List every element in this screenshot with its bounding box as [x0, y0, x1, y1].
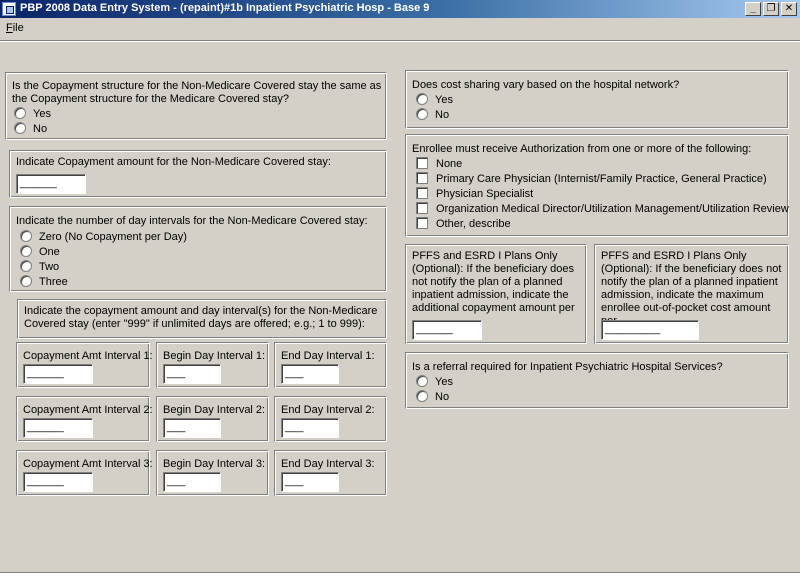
copay-interval-2-group — [16, 396, 153, 442]
end-interval-2-input[interactable]: ___ — [281, 418, 339, 438]
window-title: PBP 2008 Data Entry System - (repaint)#1b Inpatient Psychiatric Hosp - Base 9 — [20, 2, 430, 14]
interval-instructions-group — [17, 299, 387, 339]
menu-file[interactable]: File — [6, 22, 24, 34]
copay-interval-2-label: Copayment Amt Interval 2: — [23, 404, 153, 416]
day-intervals-two[interactable]: Two — [20, 261, 59, 275]
begin-interval-2-input[interactable]: ___ — [163, 418, 221, 438]
auth-pcp-checkbox[interactable]: Primary Care Physician (Internist/Family Practice, General Practice) — [416, 173, 767, 187]
day-intervals-zero[interactable]: Zero (No Copayment per Day) — [20, 231, 187, 245]
radio-icon[interactable] — [20, 275, 32, 287]
begin-interval-3-input[interactable]: ___ — [163, 472, 221, 492]
copay-interval-1-label: Copayment Amt Interval 1: — [23, 350, 153, 362]
radio-icon[interactable] — [416, 390, 428, 402]
copay-interval-3-label: Copayment Amt Interval 3: — [23, 458, 153, 470]
cost-sharing-question: Does cost sharing vary based on the hospital network? — [412, 79, 680, 91]
copay-interval-3-input[interactable]: ______ — [23, 472, 93, 492]
end-interval-1-label: End Day Interval 1: — [281, 350, 375, 362]
day-intervals-one[interactable]: One — [20, 246, 60, 260]
referral-question: Is a referral required for Inpatient Psychiatric Hospital Services? — [412, 361, 723, 373]
restore-button[interactable]: ❐ — [763, 2, 779, 16]
copay-interval-1-input[interactable]: ______ — [23, 364, 93, 384]
checkbox-icon[interactable] — [416, 187, 428, 199]
radio-icon[interactable] — [20, 230, 32, 242]
checkbox-icon[interactable] — [416, 172, 428, 184]
begin-interval-2-label: Begin Day Interval 2: — [163, 404, 266, 416]
begin-interval-3-label: Begin Day Interval 3: — [163, 458, 266, 470]
cost-sharing-yes[interactable]: Yes — [416, 94, 453, 108]
checkbox-icon[interactable] — [416, 157, 428, 169]
same-structure-group — [5, 72, 387, 140]
begin-interval-1-input[interactable]: ___ — [163, 364, 221, 384]
copay-interval-3-group — [16, 450, 153, 496]
pffs-copay-input[interactable]: ______ — [412, 320, 482, 340]
menu-separator — [0, 40, 800, 42]
radio-icon[interactable] — [20, 245, 32, 257]
pffs-oop-text: PFFS and ESRD I Plans Only (Optional): If the beneficiary does not notify the plan of a planned inpatient admission, indicate the maximum enrollee out-of-pocket cost amount — [601, 250, 782, 314]
checkbox-icon[interactable] — [416, 202, 428, 214]
copay-amount-group — [9, 150, 387, 198]
copay-amount-question: Indicate Copayment amount for the Non-Medicare Covered stay: — [16, 156, 331, 168]
cost-sharing-group — [405, 70, 789, 129]
authorization-question: Enrollee must receive Authorization from one or more of the following: — [412, 143, 752, 155]
end-interval-1-group — [274, 342, 387, 388]
radio-icon[interactable] — [14, 122, 26, 134]
referral-yes[interactable]: Yes — [416, 376, 453, 390]
authorization-group — [405, 134, 789, 237]
radio-icon[interactable] — [416, 375, 428, 387]
pffs-copay-text: PFFS and ESRD I Plans Only (Optional): If the beneficiary does not notify the plan of a planned inpatient admission, indicate the additional copayment amount per — [412, 250, 575, 314]
app-icon[interactable] — [2, 2, 16, 16]
bottom-border — [0, 572, 800, 576]
end-interval-2-group — [274, 396, 387, 442]
auth-other-checkbox[interactable]: Other, describe — [416, 218, 511, 232]
begin-interval-2-group — [156, 396, 269, 442]
close-button[interactable]: ✕ — [781, 2, 797, 16]
day-intervals-three[interactable]: Three — [20, 276, 68, 290]
minimize-button[interactable]: _ — [745, 2, 761, 16]
pffs-oop-input[interactable]: _________ — [601, 320, 699, 340]
copay-amount-input[interactable]: ______ — [16, 174, 86, 194]
end-interval-3-label: End Day Interval 3: — [281, 458, 375, 470]
begin-interval-1-group — [156, 342, 269, 388]
day-intervals-question: Indicate the number of day intervals for the Non-Medicare Covered stay: — [16, 215, 368, 227]
end-interval-1-input[interactable]: ___ — [281, 364, 339, 384]
auth-specialist-checkbox[interactable]: Physician Specialist — [416, 188, 533, 202]
menu-bar — [0, 19, 800, 37]
radio-icon[interactable] — [20, 260, 32, 272]
day-intervals-group — [9, 206, 387, 292]
begin-interval-1-label: Begin Day Interval 1: — [163, 350, 266, 362]
radio-icon[interactable] — [14, 107, 26, 119]
radio-icon[interactable] — [416, 93, 428, 105]
referral-group — [405, 352, 789, 409]
same-structure-question: Is the Copayment structure for the Non-Medicare Covered stay the same as the Copayment structure for the Medicare Covered stay? — [12, 80, 382, 105]
same-structure-no[interactable]: No — [14, 123, 47, 137]
referral-no[interactable]: No — [416, 391, 449, 405]
title-bar — [0, 0, 800, 18]
end-interval-3-group — [274, 450, 387, 496]
copay-interval-1-group — [16, 342, 153, 388]
radio-icon[interactable] — [416, 108, 428, 120]
begin-interval-3-group — [156, 450, 269, 496]
checkbox-icon[interactable] — [416, 217, 428, 229]
pffs-oop-group — [594, 244, 789, 344]
auth-medical-director-checkbox[interactable]: Organization Medical Director/Utilization Management/Utilization Review — [416, 203, 789, 217]
copay-interval-2-input[interactable]: ______ — [23, 418, 93, 438]
pffs-copay-group — [405, 244, 587, 344]
end-interval-2-label: End Day Interval 2: — [281, 404, 375, 416]
auth-none-checkbox[interactable]: None — [416, 158, 462, 172]
interval-instructions-text: Indicate the copayment amount and day interval(s) for the Non-Medicare Covered stay (enter "999" if unlimited days are offered; e.g.; 1 to 999): — [24, 305, 378, 330]
same-structure-yes[interactable]: Yes — [14, 108, 51, 122]
cost-sharing-no[interactable]: No — [416, 109, 449, 123]
end-interval-3-input[interactable]: ___ — [281, 472, 339, 492]
